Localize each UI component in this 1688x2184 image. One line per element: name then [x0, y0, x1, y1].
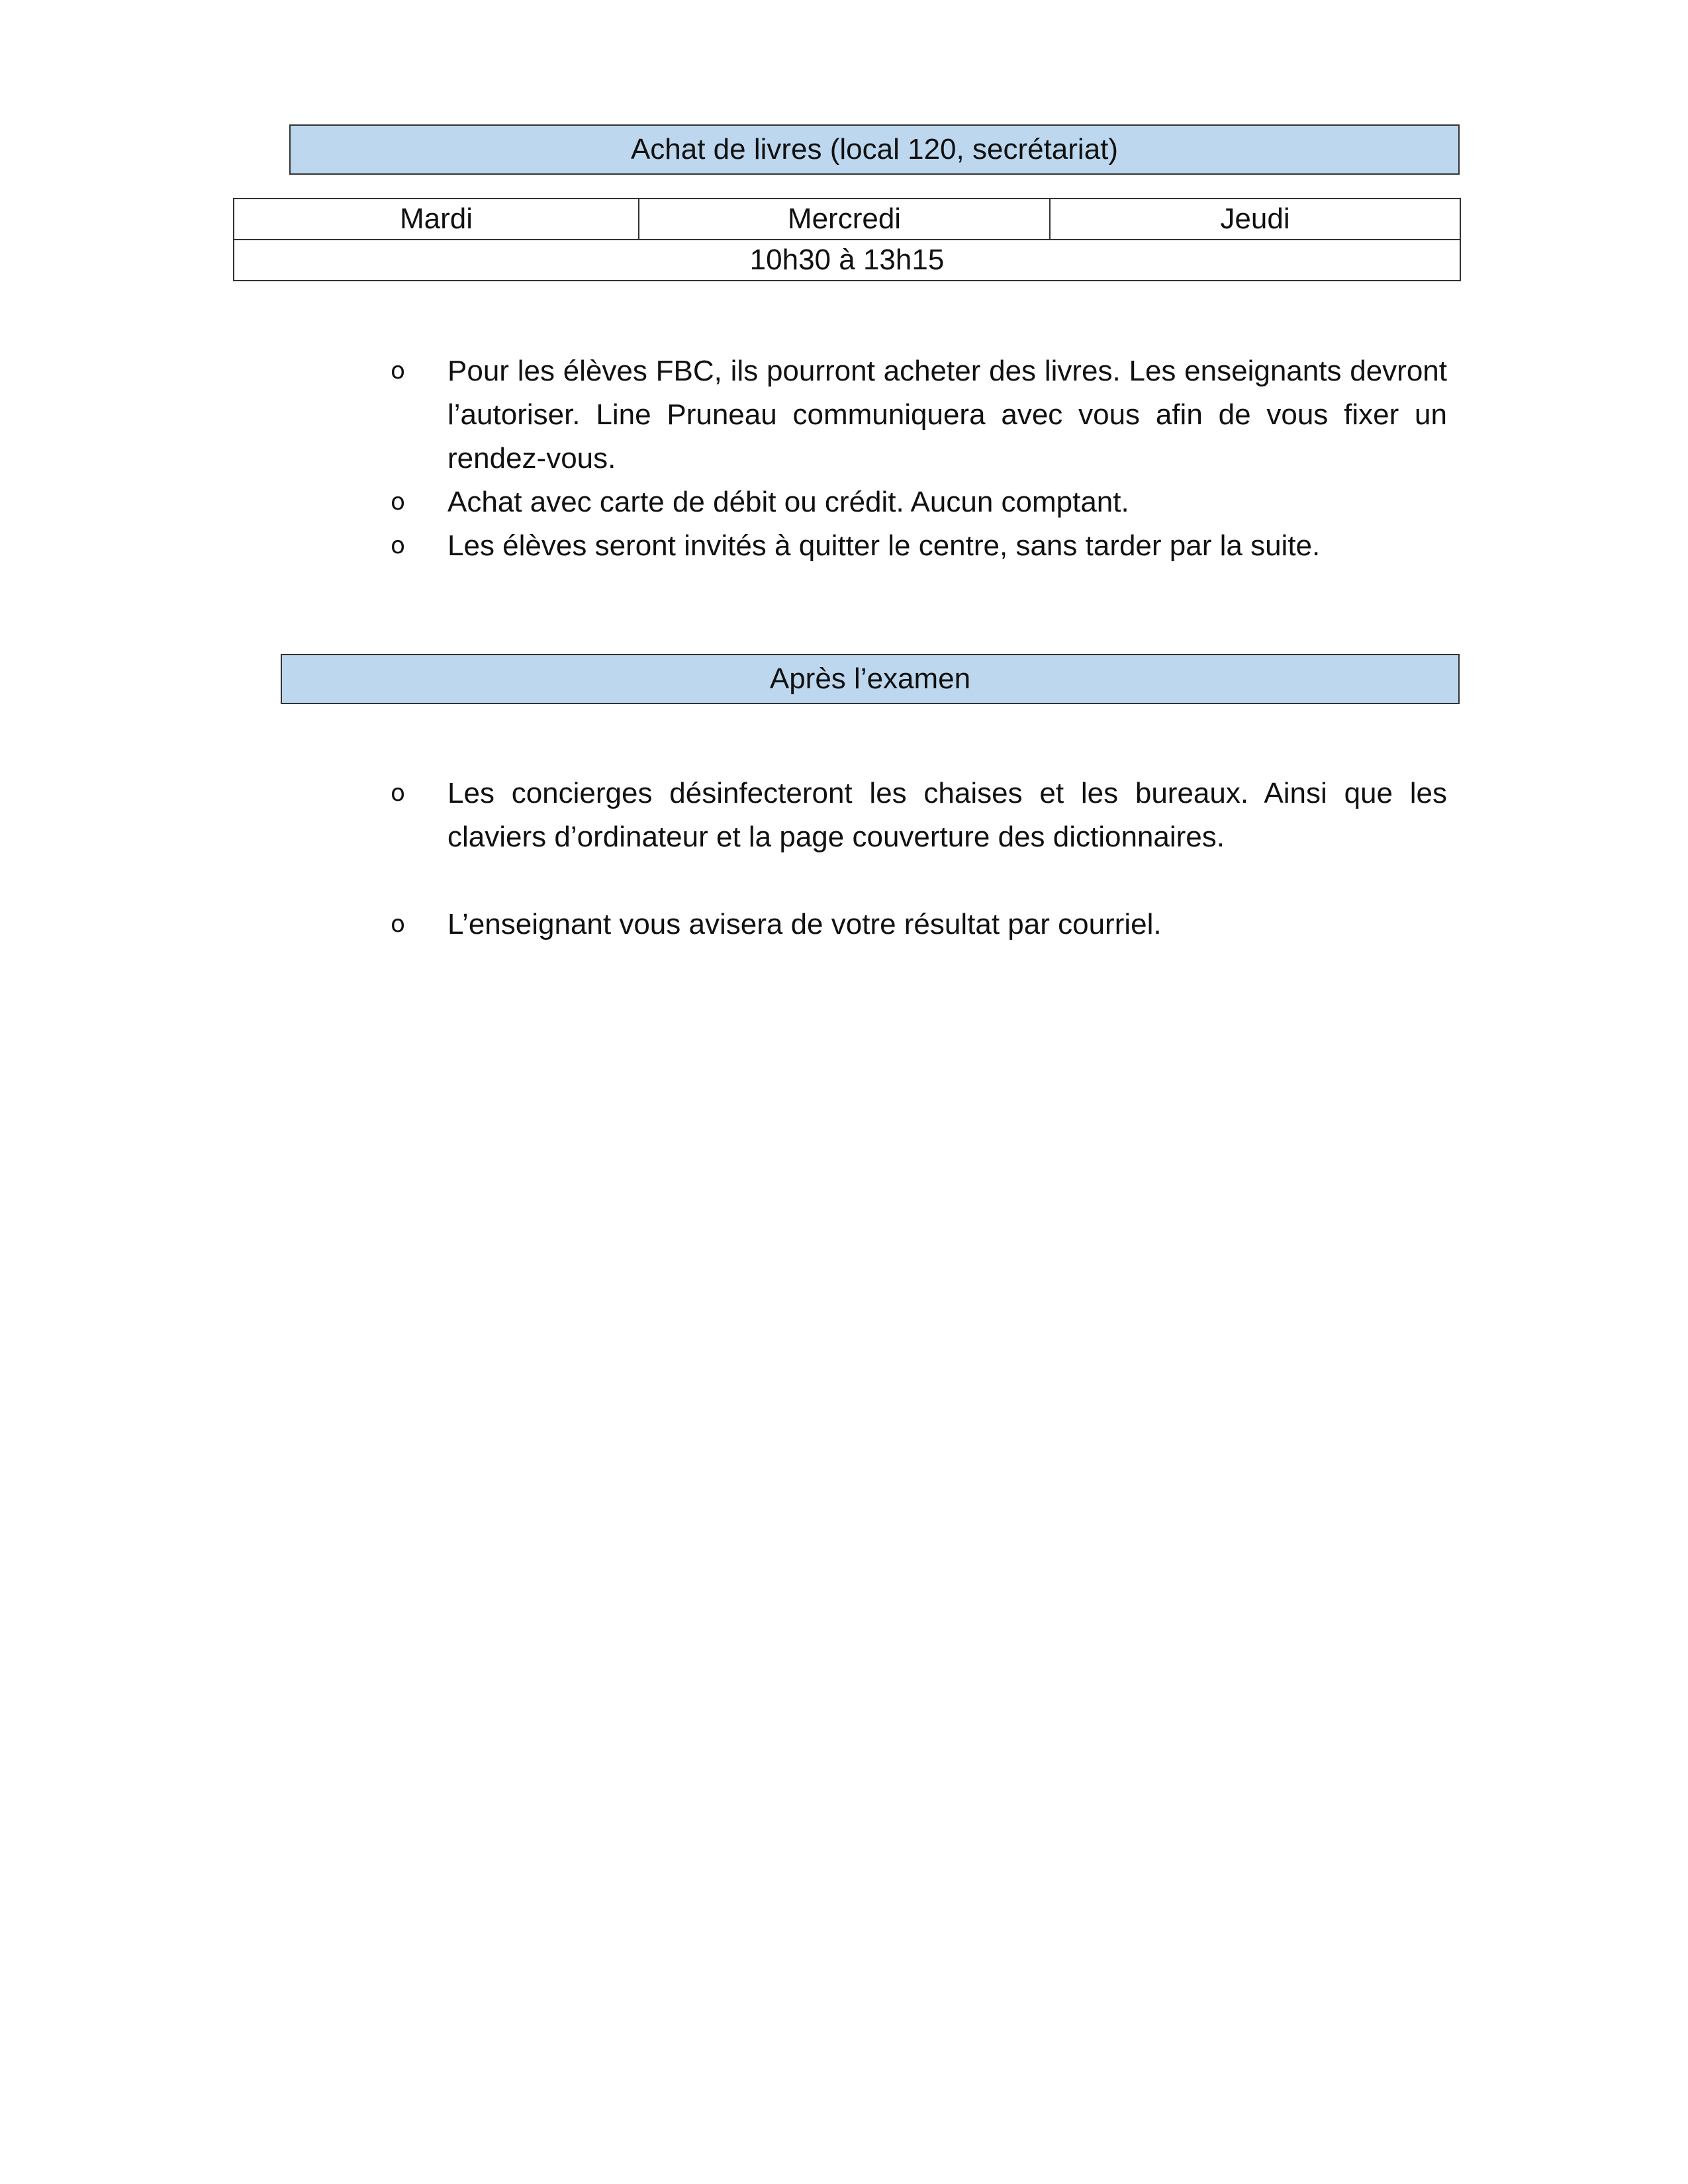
list-item-text: Pour les élèves FBC, ils pourront acheter des livres. Les enseignants devront l’autoriser. Line Pruneau communiquera avec vous afin de vous fixer un rendez-vous.	[447, 355, 1447, 475]
hollow-circle-icon: o	[391, 357, 406, 385]
list-item	[391, 349, 1447, 480]
after-exam-heading: Après l’examen	[281, 654, 1460, 704]
list-item-text: L’enseignant vous avisera de votre résultat par courriel.	[447, 908, 1162, 940]
schedule-hours: 10h30 à 13h15	[234, 240, 1460, 281]
after-exam-bullet-list	[391, 772, 1447, 946]
list-item	[391, 524, 1447, 568]
list-item	[391, 903, 1447, 946]
list-item-text: Achat avec carte de débit ou crédit. Aucun comptant.	[447, 486, 1129, 518]
list-item	[391, 772, 1447, 859]
schedule-days-row	[234, 199, 1460, 240]
hollow-circle-icon: o	[391, 488, 406, 516]
schedule-day-tuesday: Mardi	[234, 199, 639, 240]
schedule-day-wednesday: Mercredi	[639, 199, 1050, 240]
list-item	[391, 480, 1447, 524]
hollow-circle-icon: o	[391, 532, 406, 559]
schedule-table	[233, 198, 1461, 281]
hollow-circle-icon: o	[391, 780, 406, 807]
hollow-circle-icon: o	[391, 911, 406, 938]
books-section-heading: Achat de livres (local 120, secrétariat)	[289, 124, 1460, 175]
list-item-text: Les élèves seront invités à quitter le centre, sans tarder par la suite.	[447, 529, 1321, 562]
books-bullet-list	[391, 349, 1447, 568]
schedule-hours-row	[234, 240, 1460, 281]
schedule-day-thursday: Jeudi	[1050, 199, 1460, 240]
list-item-text: Les concierges désinfecteront les chaises et les bureaux. Ainsi que les claviers d’ordinateur et la page couverture des dictionnaires.	[447, 777, 1447, 853]
